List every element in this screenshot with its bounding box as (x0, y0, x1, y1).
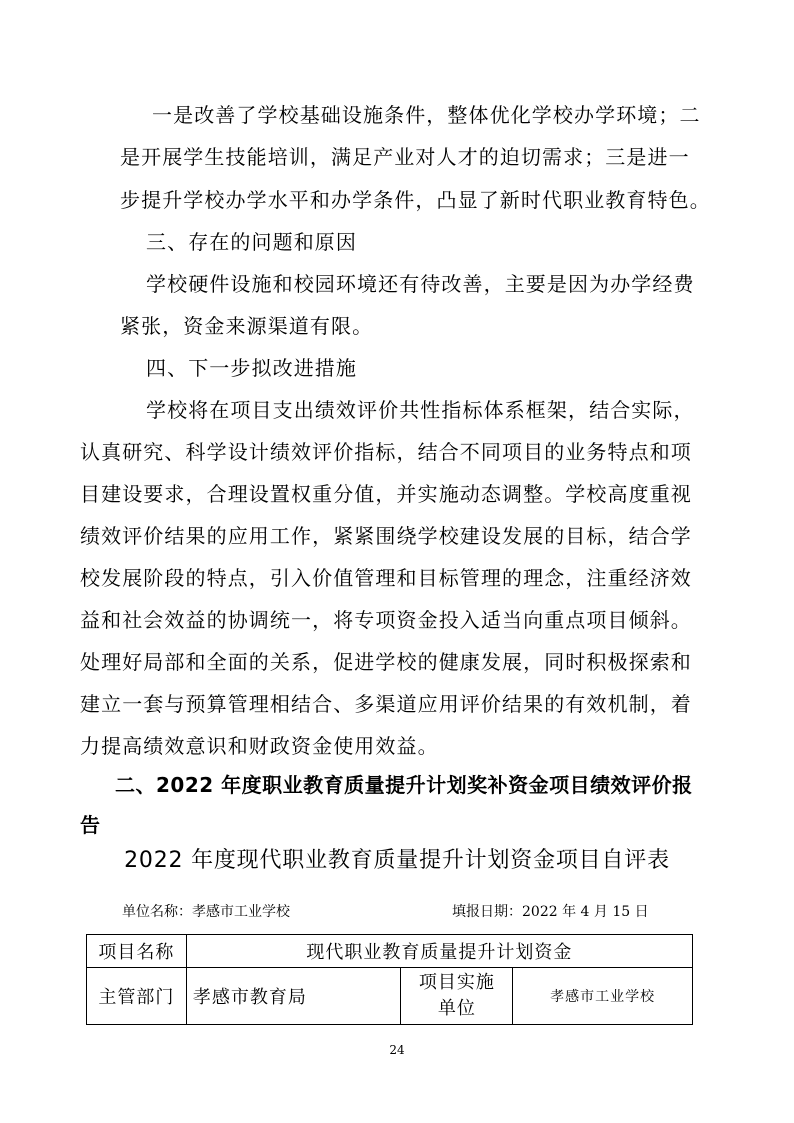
unit-name-label: 单位名称：孝感市工业学校 (122, 904, 290, 920)
paragraph-line: 学校将在项目支出绩效评价共性指标体系框架，结合实际， (146, 398, 695, 422)
project-name-value: 现代职业教育质量提升计划资金 (186, 935, 692, 968)
table-title: 2022 年度现代职业教育质量提升计划资金项目自评表 (124, 848, 670, 873)
impl-unit-label (401, 968, 513, 1025)
page-number: 24 (389, 1043, 405, 1057)
subsection-heading: 三、存在的问题和原因 (146, 230, 357, 254)
project-name-label: 项目名称 (87, 935, 187, 968)
dept-value: 孝感市教育局 (186, 968, 401, 1025)
paragraph-line: 学校硬件设施和校园环境还有待改善，主要是因为办学经费 (146, 272, 695, 296)
paragraph-line: 步提升学校办学水平和办学条件，凸显了新时代职业教育特色。 (120, 188, 711, 212)
table-row (87, 968, 693, 1025)
paragraph-line: 校发展阶段的特点，引入价值管理和目标管理的理念，注重经济效 (80, 566, 692, 590)
report-date-label: 填报日期：2022 年 4 月 15 日 (452, 904, 649, 920)
paragraph-line: 建立一套与预算管理相结合、多渠道应用评价结果的有效机制，着 (80, 692, 692, 716)
paragraph-line: 一是改善了学校基础设施条件，整体优化学校办学环境；二 (152, 103, 701, 127)
paragraph-line: 力提高绩效意识和财政资金使用效益。 (80, 734, 439, 758)
section-heading: 二、2022 年度职业教育质量提升计划奖补资金项目绩效评价报 (115, 773, 693, 797)
section-heading-continued: 告 (80, 813, 101, 837)
paragraph-line: 认真研究、科学设计绩效评价指标，结合不同项目的业务特点和项 (80, 440, 692, 464)
paragraph-line: 益和社会效益的协调统一，将专项资金投入适当向重点项目倾斜。 (80, 608, 692, 632)
impl-unit-value: 孝感市工业学校 (513, 968, 693, 1025)
dept-label: 主管部门 (87, 968, 187, 1025)
paragraph-line: 绩效评价结果的应用工作，紧紧围绕学校建设发展的目标，结合学 (80, 524, 692, 548)
paragraph-line: 目建设要求，合理设置权重分值，并实施动态调整。学校高度重视 (80, 482, 692, 506)
self-evaluation-table (86, 934, 693, 1025)
subsection-heading: 四、下一步拟改进措施 (146, 356, 357, 380)
paragraph-line: 处理好局部和全面的关系，促进学校的健康发展，同时积极探索和 (80, 650, 692, 674)
paragraph-line: 是开展学生技能培训，满足产业对人才的迫切需求；三是进一 (120, 145, 690, 169)
impl-unit-label-line2: 单位 (437, 998, 476, 1019)
paragraph-line: 紧张，资金来源渠道有限。 (120, 314, 374, 338)
impl-unit-label-line1: 项目实施 (418, 972, 495, 993)
table-row (87, 935, 693, 968)
